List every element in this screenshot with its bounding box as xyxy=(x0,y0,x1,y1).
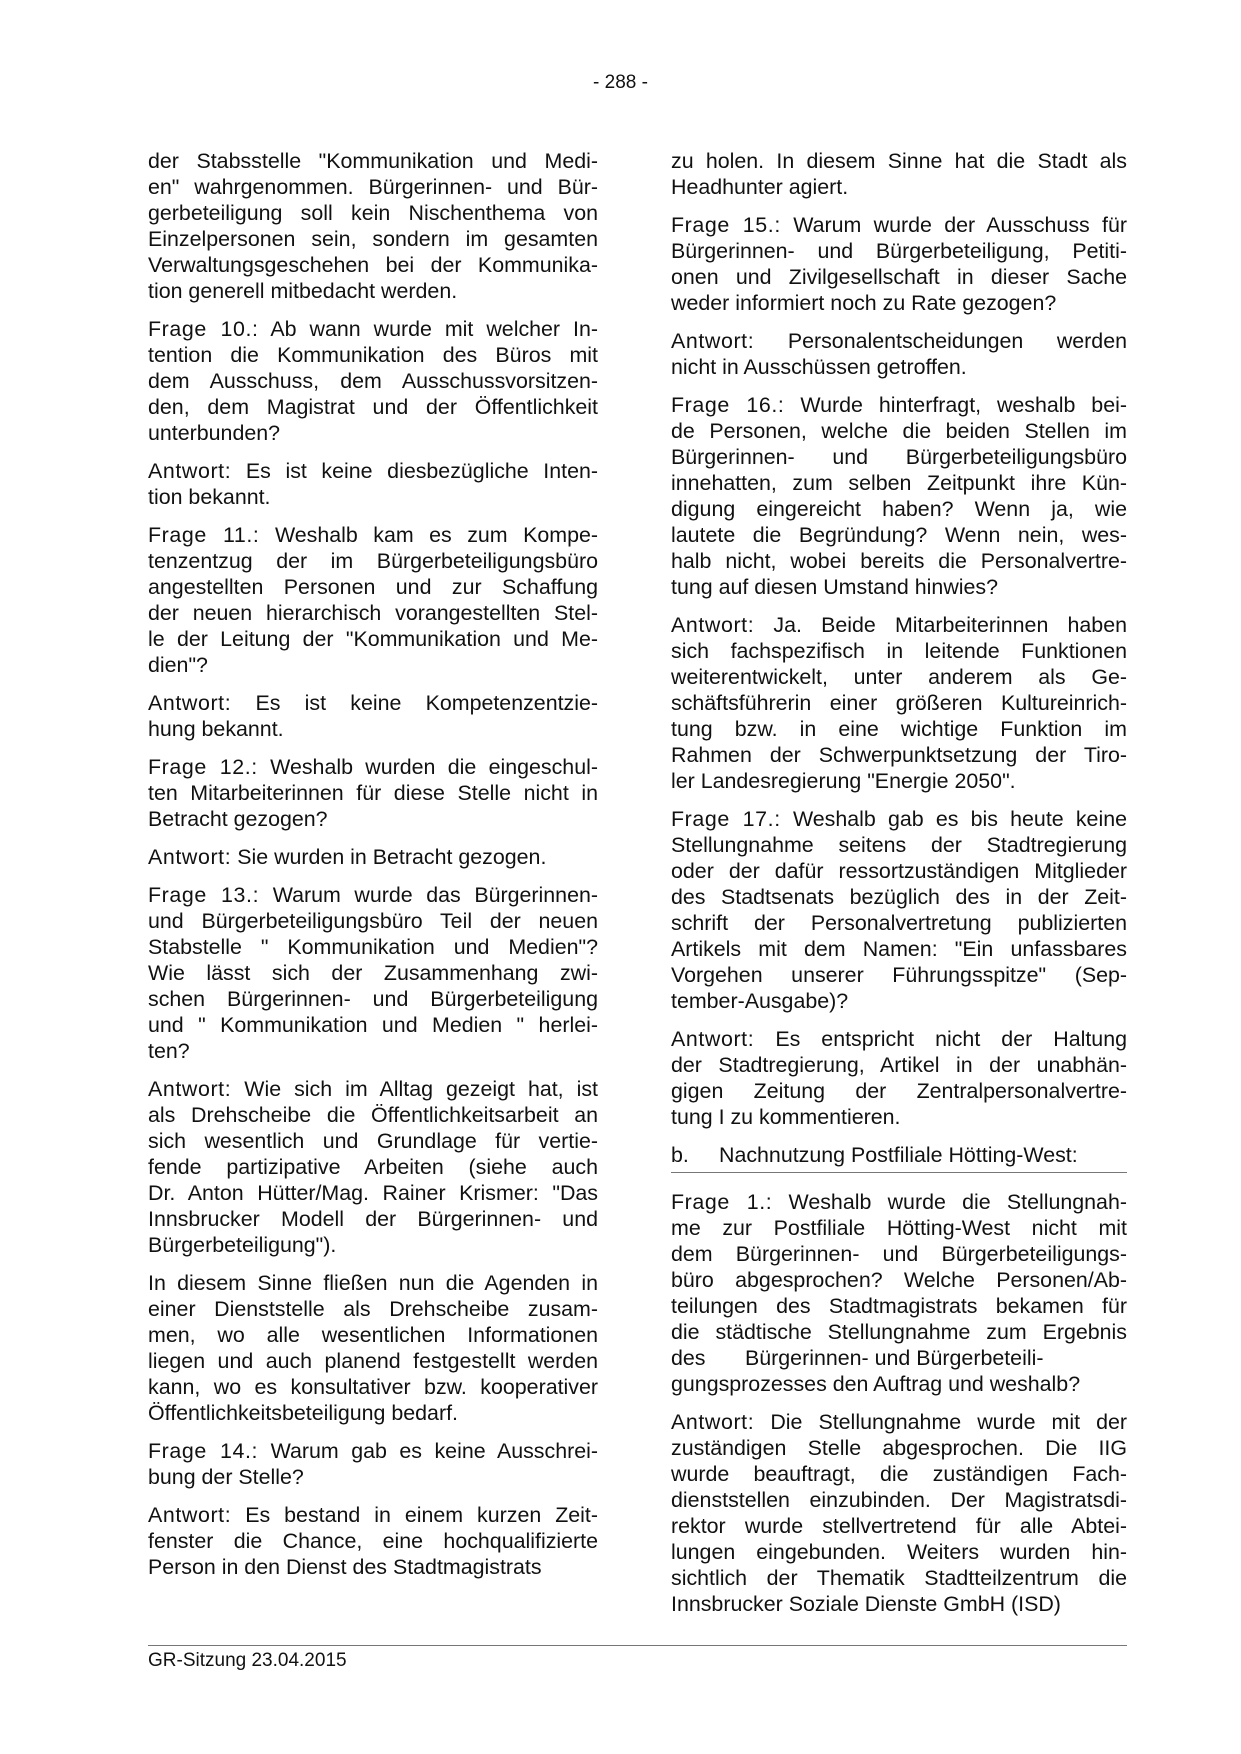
antwort-label: Antwort: xyxy=(148,459,232,483)
paragraph-line: Artikels mit dem Namen: "Ein unfassbares xyxy=(671,937,1127,961)
text-paragraph xyxy=(148,1270,598,1426)
paragraph-line: teilungen des Stadtmagistrats bekamen für xyxy=(671,1294,1127,1318)
answer-paragraph xyxy=(148,844,598,870)
paragraph-line: Rahmen der Schwerpunktsetzung der Tiro- xyxy=(671,743,1127,767)
paragraph-line: dem Bürgerinnen- und Bürgerbeteiligungs- xyxy=(671,1242,1127,1266)
paragraph-line: Frage 15.: Warum wurde der Ausschuss für xyxy=(671,213,1127,237)
paragraph-line: ten Mitarbeiterinnen für diese Stelle nicht in xyxy=(148,781,598,805)
paragraph-line: gungsprozesses den Auftrag und weshalb? xyxy=(671,1372,1081,1396)
question-paragraph xyxy=(148,316,598,446)
left-column xyxy=(148,148,598,1592)
paragraph-line: der Stadtregierung, Artikel in der unabhän- xyxy=(671,1053,1127,1077)
paragraph-line: Antwort: Sie wurden in Betracht gezogen. xyxy=(148,845,547,869)
frage-label: Frage 17.: xyxy=(671,807,781,831)
paragraph-line: Antwort: Es ist keine Kompetenzentzie- xyxy=(148,691,598,715)
frage-label: Frage 10.: xyxy=(148,317,259,341)
answer-paragraph xyxy=(671,328,1127,380)
paragraph-line: fende partizipative Arbeiten (siehe auch xyxy=(148,1155,598,1179)
paragraph-line: Person in den Dienst des Stadtmagistrats xyxy=(148,1555,542,1579)
paragraph-line: des Stadtsenats bezüglich des in der Zeit- xyxy=(671,885,1127,909)
paragraph-line: Frage 10.: Ab wann wurde mit welcher In- xyxy=(148,317,598,341)
paragraph-line: tung I zu kommentieren. xyxy=(671,1105,901,1129)
paragraph-line: Bürgerbeteiligung"). xyxy=(148,1233,337,1257)
paragraph-line: Antwort: Es ist keine diesbezügliche Inten- xyxy=(148,459,598,483)
paragraph-line: Wie lässt sich der Zusammenhang zwi- xyxy=(148,961,598,985)
antwort-1-paragraph xyxy=(671,1409,1127,1617)
paragraph-line: Headhunter agiert. xyxy=(671,175,849,199)
paragraph-line: Verwaltungsgeschehen bei der Kommunika- xyxy=(148,253,598,277)
paragraph-line: und Bürgerbeteiligungsbüro Teil der neuen xyxy=(148,909,598,933)
antwort-label: Antwort: xyxy=(671,329,755,353)
paragraph-line: tion generell mitbedacht werden. xyxy=(148,279,458,303)
paragraph-line: als Drehscheibe die Öffentlichkeitsarbeit an xyxy=(148,1103,598,1127)
paragraph-line: Antwort: Personalentscheidungen werden xyxy=(671,329,1127,353)
paragraph-line: tention die Kommunikation des Büros mit xyxy=(148,343,598,367)
paragraph-line: Frage 12.: Weshalb wurden die eingeschul- xyxy=(148,755,598,779)
paragraph-line: den, dem Magistrat und der Öffentlichkeit xyxy=(148,395,598,419)
paragraph-line: des Bürgerinnen- und Bürgerbeteili- xyxy=(671,1346,1044,1370)
frage-label: Frage 13.: xyxy=(148,883,260,907)
paragraph-line: Einzelpersonen sein, sondern im gesamten xyxy=(148,227,598,251)
paragraph-line: tion bekannt. xyxy=(148,485,271,509)
paragraph-line: fenster die Chance, eine hochqualifizierte xyxy=(148,1529,598,1553)
paragraph-line: lungen eingebunden. Weiters wurden hin- xyxy=(671,1540,1127,1564)
paragraph-line: sichtlich der Thematik Stadtteilzentrum die xyxy=(671,1566,1127,1590)
paragraph-line: men, wo alle wesentlichen Informationen xyxy=(148,1323,598,1347)
paragraph-line: nicht in Ausschüssen getroffen. xyxy=(671,355,967,379)
paragraph-line: me zur Postfiliale Hötting-West nicht mit xyxy=(671,1216,1127,1240)
section-letter: b. xyxy=(671,1143,689,1167)
paragraph-line: angestellten Personen und zur Schaffung xyxy=(148,575,598,599)
paragraph-line: büro abgesprochen? Welche Personen/Ab- xyxy=(671,1268,1127,1292)
antwort-label: Antwort: xyxy=(671,613,755,637)
antwort-label: Antwort: xyxy=(671,1410,755,1434)
paragraph-line: digung eingereicht haben? Wenn ja, wie xyxy=(671,497,1127,521)
answer-paragraph xyxy=(671,612,1127,794)
paragraph-line: Vorgehen unserer Führungsspitze" (Sep- xyxy=(671,963,1127,987)
paragraph-line: und " Kommunikation und Medien " herlei- xyxy=(148,1013,598,1037)
paragraph-line: de Personen, welche die beiden Stellen im xyxy=(671,419,1127,443)
paragraph-line: Frage 16.: Wurde hinterfragt, weshalb bei- xyxy=(671,393,1127,417)
paragraph-line: Antwort: Es bestand in einem kurzen Zeit- xyxy=(148,1503,598,1527)
paragraph-line: lautete die Begründung? Wenn nein, wes- xyxy=(671,523,1127,547)
paragraph-line: Antwort: Die Stellungnahme wurde mit der xyxy=(671,1410,1127,1434)
paragraph-line: Antwort: Ja. Beide Mitarbeiterinnen haben xyxy=(671,613,1127,637)
paragraph-line: schäftsführerin einer größeren Kultureinrich- xyxy=(671,691,1127,715)
paragraph-line: en" wahrgenommen. Bürgerinnen- und Bür- xyxy=(148,175,598,199)
frage-1-paragraph xyxy=(671,1189,1127,1397)
paragraph-line: Stellungnahme seitens der Stadtregierung xyxy=(671,833,1127,857)
paragraph-line: ten? xyxy=(148,1039,190,1063)
paragraph-line: Betracht gezogen? xyxy=(148,807,328,831)
paragraph-line: sich fachspezifisch in leitende Funktionen xyxy=(671,639,1127,663)
paragraph-line: einer Dienststelle als Drehscheibe zusam- xyxy=(148,1297,598,1321)
paragraph-line: Frage 14.: Warum gab es keine Ausschrei- xyxy=(148,1439,598,1463)
paragraph-line: In diesem Sinne fließen nun die Agenden in xyxy=(148,1271,598,1295)
paragraph-line: Öffentlichkeitsbeteiligung bedarf. xyxy=(148,1401,458,1425)
paragraph-line: gerbeteiligung soll kein Nischenthema von xyxy=(148,201,598,225)
paragraph-line: schrift der Personalvertretung publizierten xyxy=(671,911,1127,935)
question-paragraph xyxy=(671,806,1127,1014)
paragraph-line: unterbunden? xyxy=(148,421,281,445)
paragraph-line: innehatten, zum selben Zeitpunkt ihre Kün- xyxy=(671,471,1127,495)
page-number: - 288 - xyxy=(593,72,648,93)
paragraph-line: Stabstelle " Kommunikation und Medien"? xyxy=(148,935,598,959)
frage-label: Frage 11.: xyxy=(148,523,260,547)
paragraph-line: oder der dafür ressortzuständigen Mitglieder xyxy=(671,859,1127,883)
paragraph-line: liegen und auch planend festgestellt werden xyxy=(148,1349,598,1373)
question-paragraph xyxy=(671,392,1127,600)
paragraph-line: Antwort: Es entspricht nicht der Haltung xyxy=(671,1027,1127,1051)
paragraph-line: dien"? xyxy=(148,653,208,677)
paragraph-line: Dr. Anton Hütter/Mag. Rainer Krismer: "Das xyxy=(148,1181,598,1205)
frage-label: Frage 15.: xyxy=(671,213,781,237)
paragraph-line: gigen Zeitung der Zentralpersonalvertre- xyxy=(671,1079,1127,1103)
paragraph-line: weiterentwickelt, unter anderem als Ge- xyxy=(671,665,1127,689)
paragraph-line: Innsbrucker Soziale Dienste GmbH (ISD) xyxy=(671,1592,1061,1616)
answer-paragraph xyxy=(148,1502,598,1580)
paragraph-line: Bürgerinnen- und Bürgerbeteiligung, Petiti- xyxy=(671,239,1127,263)
antwort-label: Antwort: xyxy=(148,1503,232,1527)
section-heading xyxy=(671,1142,1127,1173)
right-column-paragraphs xyxy=(671,148,1127,1130)
text-paragraph xyxy=(148,148,598,304)
question-paragraph xyxy=(671,212,1127,316)
frage-label: Frage 1.: xyxy=(671,1190,773,1214)
paragraph-line: Frage 13.: Warum wurde das Bürgerinnen- xyxy=(148,883,598,907)
paragraph-line: der neuen hierarchisch vorangestellten Stel- xyxy=(148,601,598,625)
paragraph-line: tenzentzug der im Bürgerbeteiligungsbüro xyxy=(148,549,598,573)
paragraph-line: Frage 17.: Weshalb gab es bis heute keine xyxy=(671,807,1127,831)
antwort-label: Antwort: xyxy=(148,1077,232,1101)
paragraph-line: Antwort: Wie sich im Alltag gezeigt hat, ist xyxy=(148,1077,598,1101)
paragraph-line: ler Landesregierung "Energie 2050". xyxy=(671,769,1016,793)
paragraph-line: sich wesentlich und Grundlage für vertie- xyxy=(148,1129,598,1153)
antwort-label: Antwort: xyxy=(671,1027,755,1051)
paragraph-line: le der Leitung der "Kommunikation und Me- xyxy=(148,627,598,651)
paragraph-line: Frage 11.: Weshalb kam es zum Kompe- xyxy=(148,523,598,547)
paragraph-line: der Stabsstelle "Kommunikation und Medi- xyxy=(148,149,598,173)
paragraph-line: rektor wurde stellvertretend für alle Abtei- xyxy=(671,1514,1127,1538)
section-title: Nachnutzung Postfiliale Hötting-West: xyxy=(719,1143,1078,1167)
paragraph-line: Innsbrucker Modell der Bürgerinnen- und xyxy=(148,1207,598,1231)
footer-divider xyxy=(148,1645,1127,1646)
paragraph-line: zuständigen Stelle abgesprochen. Die IIG xyxy=(671,1436,1127,1460)
text-paragraph xyxy=(671,148,1127,200)
answer-paragraph xyxy=(148,458,598,510)
paragraph-line: kann, wo es konsultativer bzw. kooperativer xyxy=(148,1375,598,1399)
paragraph-line: dem Ausschuss, dem Ausschussvorsitzen- xyxy=(148,369,598,393)
frage-label: Frage 14.: xyxy=(148,1439,259,1463)
antwort-label: Antwort: xyxy=(148,845,232,869)
question-paragraph xyxy=(148,522,598,678)
paragraph-line: onen und Zivilgesellschaft in dieser Sache xyxy=(671,265,1127,289)
paragraph-line: tember-Ausgabe)? xyxy=(671,989,849,1013)
answer-paragraph xyxy=(148,1076,598,1258)
answer-paragraph xyxy=(671,1026,1127,1130)
frage-label: Frage 12.: xyxy=(148,755,258,779)
paragraph-line: bung der Stelle? xyxy=(148,1465,304,1489)
paragraph-line: halb nicht, wobei bereits die Personalvertre- xyxy=(671,549,1127,573)
answer-paragraph xyxy=(148,690,598,742)
antwort-label: Antwort: xyxy=(148,691,232,715)
question-paragraph xyxy=(148,882,598,1064)
question-paragraph xyxy=(148,1438,598,1490)
footer-session-date: GR-Sitzung 23.04.2015 xyxy=(148,1650,347,1671)
right-column xyxy=(671,148,1127,1629)
paragraph-line: tung auf diesen Umstand hinwies? xyxy=(671,575,999,599)
paragraph-line: tung bzw. in eine wichtige Funktion im xyxy=(671,717,1127,741)
paragraph-line: Frage 1.: Weshalb wurde die Stellungnah- xyxy=(671,1190,1127,1214)
frage-label: Frage 16.: xyxy=(671,393,785,417)
paragraph-line: die städtische Stellungnahme zum Ergebnis xyxy=(671,1320,1127,1344)
paragraph-line: hung bekannt. xyxy=(148,717,284,741)
paragraph-line: weder informiert noch zu Rate gezogen? xyxy=(671,291,1057,315)
paragraph-line: schen Bürgerinnen- und Bürgerbeteiligung xyxy=(148,987,598,1011)
paragraph-line: Bürgerinnen- und Bürgerbeteiligungsbüro xyxy=(671,445,1127,469)
question-paragraph xyxy=(148,754,598,832)
paragraph-line: dienststellen einzubinden. Der Magistratsdi- xyxy=(671,1488,1127,1512)
paragraph-line: wurde beauftragt, die zuständigen Fach- xyxy=(671,1462,1127,1486)
paragraph-line: zu holen. In diesem Sinne hat die Stadt als xyxy=(671,149,1127,173)
